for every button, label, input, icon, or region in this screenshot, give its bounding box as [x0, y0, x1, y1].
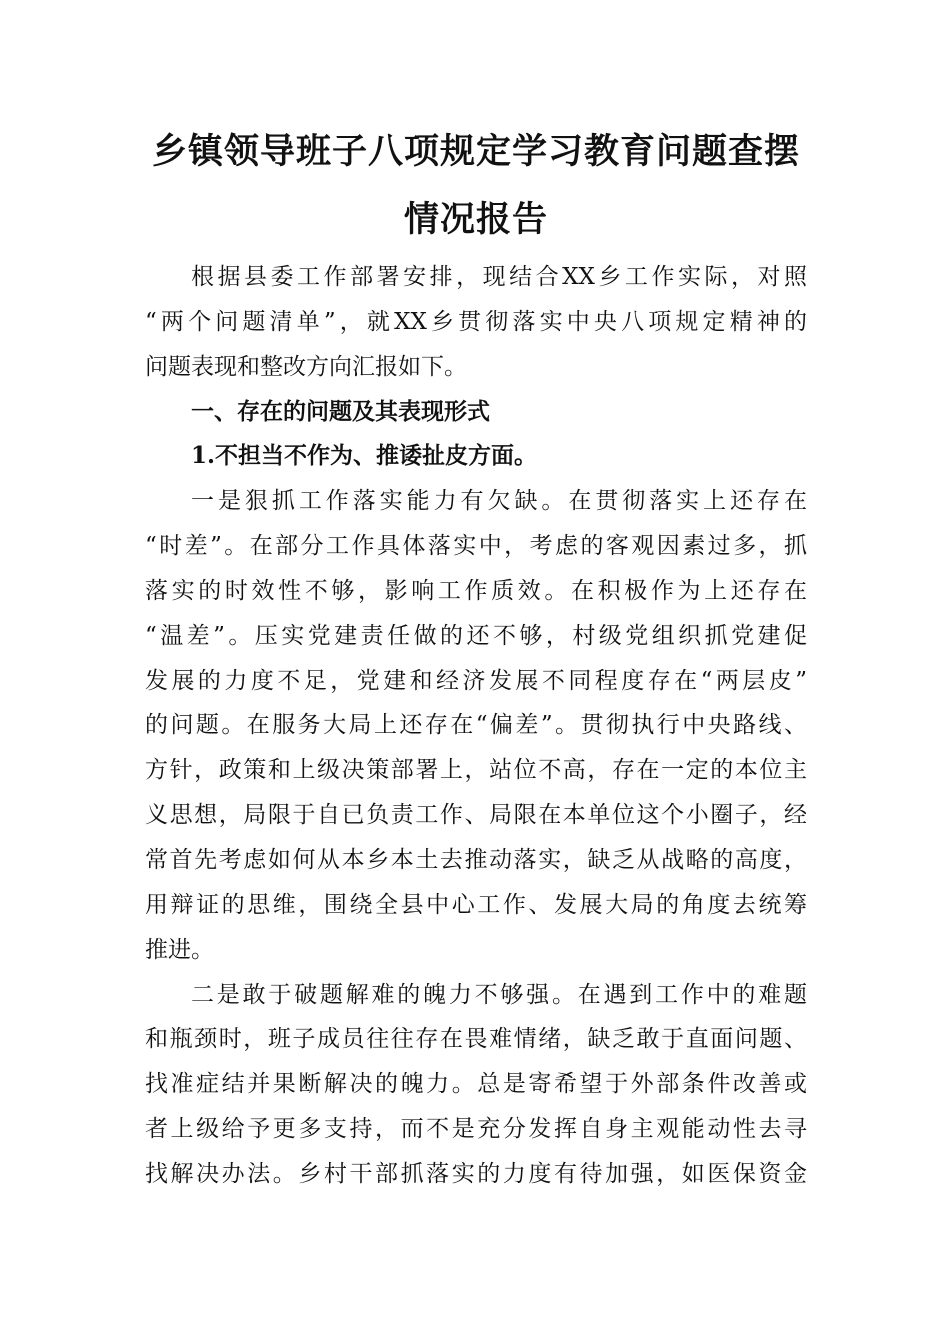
paragraph-line: 二是敢于破题解难的魄力不够强。在遇到工作中的难题: [191, 981, 807, 1008]
paragraph-line: 落实的时效性不够，影响工作质效。在积极作为上还存在: [145, 577, 807, 604]
paragraph-line: 找准症结并果断解决的魄力。总是寄希望于外部条件改善或: [145, 1071, 807, 1098]
paragraph-line: “温差”。压实党建责任做的还不够，村级党组织抓党建促: [145, 622, 807, 649]
paragraph-line: 推进。: [145, 936, 214, 963]
paragraph-line: 和瓶颈时，班子成员往往存在畏难情绪，缺乏敢于直面问题、: [145, 1026, 807, 1053]
paragraph-line: 常首先考虑如何从本乡本土去推动落实，缺乏从战略的高度，: [145, 846, 807, 873]
paragraph-line: “时差”。在部分工作具体落实中，考虑的客观因素过多，抓: [145, 533, 807, 560]
paragraph-line: “两个问题清单”，就XX乡贯彻落实中央八项规定精神的: [145, 308, 807, 335]
section-heading-line: 一、存在的问题及其表现形式: [191, 397, 490, 425]
paragraph-line: 一是狠抓工作落实能力有欠缺。在贯彻落实上还存在: [191, 488, 807, 515]
paragraph-line: 找解决办法。乡村干部抓落实的力度有待加强，如医保资金: [145, 1160, 807, 1187]
paragraph-line: 用辩证的思维，围绕全县中心工作、发展大局的角度去统筹: [145, 891, 807, 918]
paragraph-line: 者上级给予更多支持，而不是充分发挥自身主观能动性去寻: [145, 1116, 807, 1143]
paragraph-line: 问题表现和整改方向汇报如下。: [145, 353, 467, 380]
paragraph-line: 方针，政策和上级决策部署上，站位不高，存在一定的本位主: [145, 757, 807, 784]
document-title-line-2: 情况报告: [403, 199, 548, 240]
document-title-line-1: 乡镇领导班子八项规定学习教育问题查摆: [151, 131, 800, 172]
document-body: [145, 255, 807, 1197]
paragraph-line: 的问题。在服务大局上还存在“偏差”。贯彻执行中央路线、: [145, 712, 807, 739]
paragraph-line: 义思想，局限于自已负责工作、局限在本单位这个小圈子，经: [145, 802, 807, 829]
paragraph-line: 根据县委工作部署安排，现结合XX乡工作实际，对照: [191, 264, 807, 290]
paragraph-line: 发展的力度不足，党建和经济发展不同程度存在“两层皮”: [145, 667, 807, 694]
section-heading-line: 1.不担当不作为、推诿扯皮方面。: [191, 442, 538, 470]
